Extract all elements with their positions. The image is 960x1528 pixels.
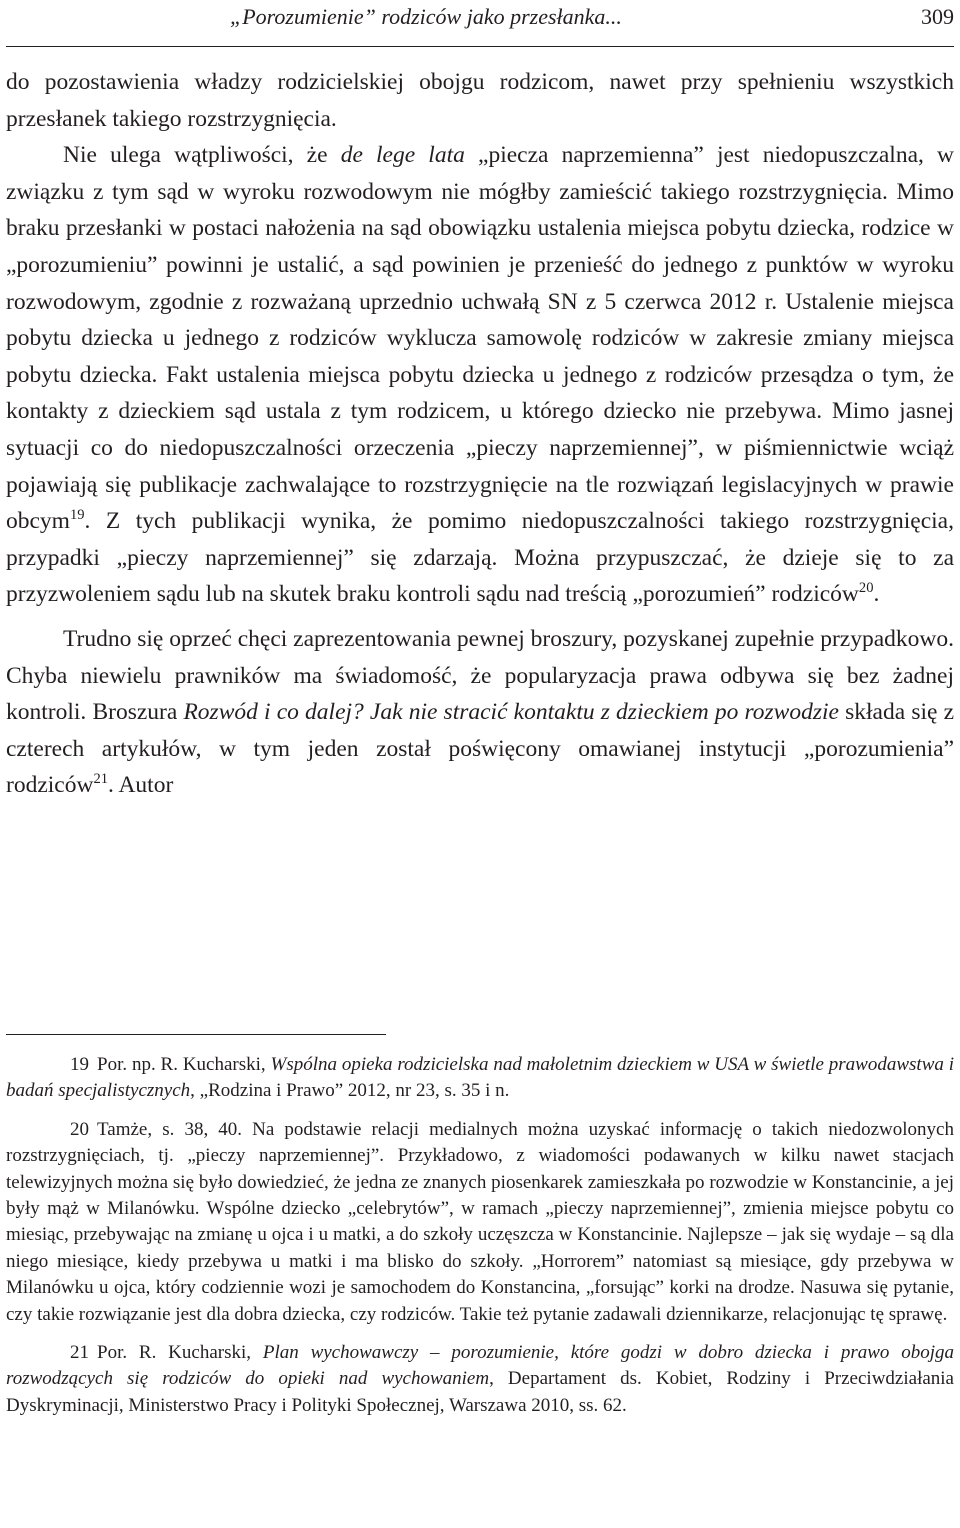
paragraph-3-text-b: składa się z czterech artykułów, w tym jeden został poświęcony omawianej instytucji „porozumienia” rodziców	[6, 699, 955, 799]
paragraph-3-text-c: . Autor	[108, 772, 174, 799]
footnote-text: Por. R. Kucharski,	[97, 1342, 263, 1364]
footnote-ref-21[interactable]: 21	[93, 771, 108, 788]
footnote-ref-20[interactable]: 20	[858, 580, 874, 597]
page-number: 309	[921, 4, 954, 29]
paragraph-2	[6, 137, 954, 613]
cited-title: Wspólna opieka rodzicielska nad małoletnim dzieckiem w USA w świetle prawodawstwa i badań specjalistycznych	[6, 1054, 954, 1102]
latin-phrase: de lege lata	[340, 142, 465, 169]
footnote-19	[6, 1052, 954, 1105]
brochure-title: Rozwód i co dalej? Jak nie stracić kontaktu z dzieckiem po rozwodzie	[183, 699, 839, 726]
running-title: „Porozumienie” rodziców jako przesłanka...	[230, 4, 622, 29]
footnote-21	[6, 1340, 954, 1419]
footnote-20	[6, 1117, 954, 1328]
paragraph-2-text-a: Nie ulega wątpliwości, że	[63, 142, 341, 169]
footnote-text: , Departament ds. Kobiet, Rodziny i Przeciwdziałania Dyskryminacji, Ministerstwo Pracy i Polityki Społecznej, Warszawa 2010, ss. 62.	[6, 1368, 954, 1416]
footnotes	[6, 1052, 954, 1419]
footnote-number: 21	[70, 1342, 89, 1364]
paragraph-2-text-b: „piecza naprzemienna” jest niedopuszczalna, w związku z tym sąd w wyroku rozwodowym nie mógłby zamieścić takiego rozstrzygnięcia. Mimo braku przesłanki w postaci nałożenia na sąd obowiązku ustalenia miejsca pobytu dziecka, rodzice w „porozumieniu” powinni je ustalić, a sąd powinien je przenieść do jednego z punktów w wyroku rozwodowym, zgodnie z rozważaną uprzednio uchwałą SN z 5 czerwca 2012 r. Ustalenie miejsca pobytu dziecka u jednego z rodziców wyklucza samowolę rodziców w zakresie zmiany miejsca pobytu dziecka. Fakt ustalenia miejsca pobytu dziecka u jednego z rodziców przesądza o tym, że kontakty z dzieckiem sąd ustala z tym rodzicem, u którego dziecko nie przebywa. Mimo jasnej sytuacji co do niedopuszczalności orzeczenia „pieczy naprzemiennej”, w piśmiennictwie wciąż pojawiają się publikacje zachwalające to rozstrzygnięcie na tle rozwiązań legislacyjnych w prawie obcym	[6, 142, 954, 535]
paragraph-1-text: do pozostawienia władzy rodzicielskiej obojgu rodzicom, nawet przy spełnieniu wszystkich przesłanek takiego rozstrzygnięcia.	[6, 69, 954, 132]
footnote-text: , „Rodzina i Prawo” 2012, nr 23, s. 35 i n.	[190, 1080, 510, 1102]
footnote-number: 20	[70, 1118, 89, 1140]
main-text	[6, 64, 954, 804]
footnote-text: Tamże, s. 38, 40. Na podstawie relacji medialnych można uzyskać informację o takich niedozwolonych rozstrzygnięciach, tj. „pieczy naprzemiennej”. Przykładowo, z wiadomości podawanych w kilku nawet stacjach telewizyjnych można się było dowiedzieć, że jedna ze znanych piosenkarek zamieszkała po rozwodzie w Konstancinie, a jej były mąż w Milanówku. Wspólne dziecko „celebrytów”, w ramach „pieczy naprzemiennej”, zmienia miejsce pobytu co miesiąc, przebywając na zmianę u ojca i u matki, a do szkoły uczęszcza w Konstancinie. Najlepsze – jak się wydaje – są dla niego miesiące, kiedy przebywa u matki i ma blisko do szkoły. „Horrorem” natomiast są miesiące, gdy przebywa w Milanówku u ojca, który codziennie wozi je samochodem do Konstancina, „forsując” korki na drodze. Nasuwa się pytanie, czy takie rozwiązanie jest dla dobra dziecka, czy rodziców. Takie też pytanie zadawali dziennikarze, relacjonując tę sprawę.	[6, 1118, 954, 1325]
paragraph-2-text-c: . Z tych publikacji wynika, że pomimo niedopuszczalności takiego rozstrzygnięcia, przypadki „pieczy naprzemiennej” się zdarzają. Można przypuszczać, że dzieje się to za przyzwoleniem sądu lub na skutek braku kontroli sądu nad treścią „porozumień” rodziców	[6, 508, 954, 608]
footnote-text: Por. np. R. Kucharski,	[97, 1054, 271, 1075]
paragraph-3-text-a: Trudno się oprzeć chęci zaprezentowania pewnej broszury, pozyskanej zupełnie przypadkowo. Chyba niewielu prawników ma świadomość, że popularyzacja prawa odbywa się bez żadnej kontroli. Broszura	[6, 625, 954, 726]
footnote-ref-19[interactable]: 19	[69, 507, 85, 524]
running-header	[6, 0, 954, 47]
cited-title: Plan wychowawczy – porozumienie, które godzi w dobro dziecka i prawo obojga rozwodzących się rodziców do opieki nad wychowaniem	[6, 1342, 954, 1390]
paragraph-1	[6, 64, 954, 137]
footnote-separator	[6, 1034, 386, 1035]
paragraph-2-text-d: .	[873, 581, 880, 608]
paragraph-3	[6, 621, 954, 804]
footnote-number: 19	[70, 1054, 89, 1075]
